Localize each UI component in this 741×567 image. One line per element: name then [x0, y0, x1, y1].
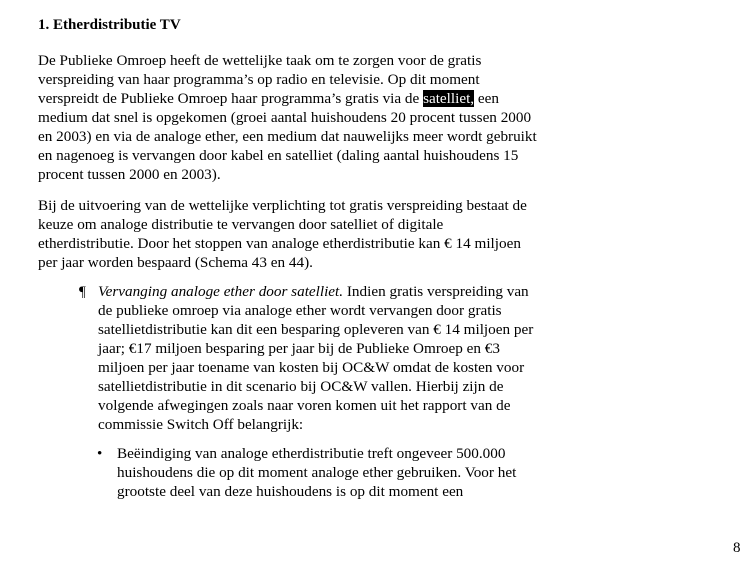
page-number: 8 — [733, 540, 741, 556]
text-line: Beëindiging van analoge etherdistributie treft ongeveer 500.000 — [117, 445, 506, 462]
section-heading: 1. Etherdistributie TV — [38, 17, 181, 33]
option-title: Vervanging analoge ether door satelliet. — [98, 283, 344, 300]
text-line: de publieke omroep via analoge ether wordt vervangen door gratis — [98, 302, 502, 319]
text-line: etherdistributie. Door het stoppen van analoge etherdistributie kan € 14 miljoen — [38, 235, 521, 252]
text-line: huishoudens die op dit moment analoge ether gebruiken. Voor het — [117, 464, 517, 481]
pilcrow-marker: ¶ — [79, 283, 86, 300]
text-line: verspreiding van haar programma’s op radio en televisie. Op dit moment — [38, 71, 480, 88]
text-line: volgende afwegingen zoals naar voren komen uit het rapport van de — [98, 397, 511, 414]
text-line: satellietdistributie kan dit een besparing opleveren van € 14 miljoen per — [98, 321, 534, 338]
text-line: procent tussen 2000 en 2003). — [38, 166, 221, 183]
option-text — [98, 282, 533, 434]
sub-bullet-text — [117, 444, 516, 501]
text-line: en nagenoeg is vervangen door kabel en satelliet (daling aantal huishoudens 15 — [38, 147, 519, 164]
choice-paragraph — [38, 196, 578, 272]
text-line: Bij de uitvoering van de wettelijke verplichting tot gratis verspreiding bestaat de — [38, 197, 527, 214]
text-line: satellietdistributie in dit scenario bij OC&W vallen. Hierbij zijn de — [98, 378, 504, 395]
text-line: De Publieke Omroep heeft de wettelijke taak om te zorgen voor de gratis — [38, 52, 482, 69]
intro-paragraph — [38, 51, 578, 184]
text-line: miljoen per jaar toename van kosten bij OC&W omdat de kosten voor — [98, 359, 525, 376]
bullet-marker: • — [97, 445, 103, 462]
text-line: per jaar worden bespaard (Schema 43 en 44). — [38, 254, 313, 271]
text-segment: een — [474, 90, 499, 107]
text-line — [98, 282, 533, 301]
text-line: en 2003) en via de analoge ether, een medium dat nauwelijks meer wordt gebruikt — [38, 128, 537, 145]
text-line: commissie Switch Off belangrijk: — [98, 416, 304, 433]
text-line: grootste deel van deze huishoudens is op dit moment een — [117, 483, 464, 500]
text-line: jaar; €17 miljoen besparing per jaar bij de Publieke Omroep en €3 — [98, 340, 500, 357]
selected-text-highlight[interactable]: satelliet, — [423, 90, 475, 107]
text-segment: Indien gratis verspreiding van — [343, 283, 529, 300]
text-segment: verspreidt de Publieke Omroep haar programma’s gratis via de — [38, 90, 424, 107]
text-line: keuze om analoge distributie te vervangen door satelliet of digitale — [38, 216, 444, 233]
text-line: medium dat snel is opgekomen (groei aantal huishoudens 20 procent tussen 2000 — [38, 109, 532, 126]
text-line — [38, 89, 578, 108]
